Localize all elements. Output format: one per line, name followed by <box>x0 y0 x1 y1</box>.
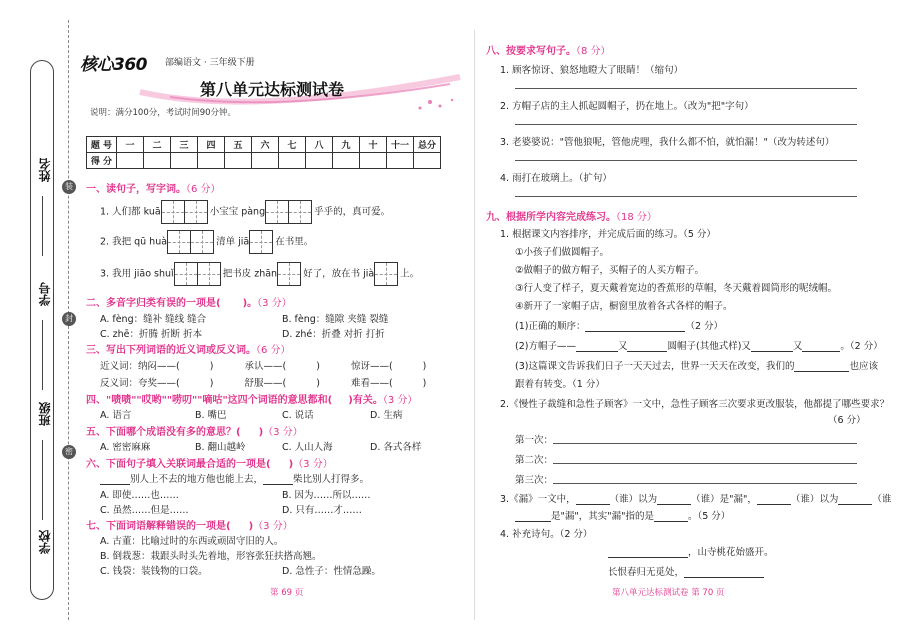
q-text: 柴比别人打得多。 <box>293 474 370 485</box>
sort-item: ②做帽子的做方帽子，买帽子的人买方帽子。 <box>515 265 705 276</box>
q-text: 长恨春归无觅处， <box>608 567 685 578</box>
answer-line[interactable] <box>515 160 857 161</box>
q1-1 <box>100 200 390 224</box>
fill-blank[interactable] <box>263 475 293 485</box>
option-b[interactable]: B. 因为……所以…… <box>282 490 371 501</box>
section-title-text: )有关。 <box>348 395 383 406</box>
q-text: ) <box>422 378 427 389</box>
score-cell: 七 <box>279 137 306 153</box>
score-cell: 二 <box>144 137 171 153</box>
option-a[interactable]: A. 古董：比喻过时的东西或顽固守旧的人。 <box>100 536 284 547</box>
score-cell: 三 <box>171 137 198 153</box>
q-text: 难看——( <box>350 378 393 389</box>
q8-3: 3. 老婆婆说："管他狼呢，管他虎哩，我什么都不怕，就怕漏！"（改为转述句） <box>500 137 835 148</box>
q-text: 别人上不去的地方他也能上去， <box>130 474 264 485</box>
q-text: 小宝宝 pàng <box>209 206 266 218</box>
fill-blank[interactable] <box>608 548 688 558</box>
score-input-cell[interactable] <box>252 153 279 169</box>
fill-blank[interactable] <box>515 512 551 522</box>
fill-blank[interactable] <box>802 342 840 352</box>
q-text: 1. 人们都 kuā <box>100 206 161 218</box>
q-text: ) <box>209 378 214 389</box>
score-value-row <box>87 153 441 169</box>
score-input-cell[interactable] <box>171 153 198 169</box>
seal-mark: 装 <box>62 180 76 194</box>
score-input-cell[interactable] <box>333 153 360 169</box>
fill-blank[interactable] <box>757 495 791 505</box>
option-b[interactable]: B. 倒栽葱：栽跟头时头先着地，形容张狂扶搭高翘。 <box>100 551 322 562</box>
score-cell: 得 分 <box>87 153 117 169</box>
q-text: 舒服——( <box>244 378 287 389</box>
fill-blank[interactable] <box>684 568 764 578</box>
points: （3 分） <box>293 459 333 470</box>
book-subtitle: 部编语文 · 三年级下册 <box>165 58 255 68</box>
points: （3 分） <box>253 521 293 532</box>
writing-box[interactable] <box>197 262 221 286</box>
fill-blank[interactable] <box>576 495 610 505</box>
section-1-title <box>86 180 221 195</box>
writing-box[interactable] <box>161 200 185 224</box>
q-text: 是"漏"，其实"漏"指的是 <box>551 511 654 522</box>
option-c[interactable]: C. 钱袋：装钱物的口袋。 <box>100 566 208 577</box>
score-cell: 十一 <box>387 137 414 153</box>
answer-line[interactable] <box>515 124 857 125</box>
q9-3 <box>500 491 891 505</box>
score-cell: 四 <box>198 137 225 153</box>
q9-1-3-cont: 跟着有转变。（1 分） <box>515 379 605 390</box>
q-text: 也应该 <box>849 361 878 372</box>
q-text: （2 分） <box>685 321 724 332</box>
option-a[interactable]: A. 即使……也…… <box>100 490 179 501</box>
score-input-cell[interactable] <box>117 153 144 169</box>
q-text: 上。 <box>400 268 420 280</box>
section-title-text: 四、"啧啧""哎哟""唠叨""嘀咕"这四个词语的意思都和( <box>86 395 333 406</box>
q-text: (3)这篇课文告诉我们日子一天天过去，世界一天天在改变，我们的 <box>515 361 795 372</box>
answer-line[interactable] <box>515 196 857 197</box>
writing-box[interactable] <box>265 200 289 224</box>
answer-line[interactable] <box>515 88 857 89</box>
score-cell: 八 <box>306 137 333 153</box>
fill-blank[interactable] <box>654 512 688 522</box>
q-text: 2. 我把 qū huà <box>100 236 168 248</box>
q-text: 。（2 分） <box>840 341 883 352</box>
score-input-cell[interactable] <box>198 153 225 169</box>
q-text: 又 <box>617 341 628 352</box>
section-title-text: 九、根据所学内容完成练习。 <box>486 212 616 223</box>
q-text: 惊讶——( <box>350 361 393 372</box>
section-9-title <box>486 208 657 223</box>
q-text: 又 <box>792 341 803 352</box>
synonym-row <box>100 358 426 372</box>
section-title-text: 五、下面哪个成语没有多的意思？( <box>86 427 241 438</box>
option-d[interactable]: D. 只有……才…… <box>282 505 362 516</box>
seal-mark: 封 <box>62 312 76 326</box>
poem-line-2 <box>608 564 764 578</box>
q-text: （谁）以为 <box>790 494 839 505</box>
score-table <box>86 136 441 169</box>
q-text: ) <box>209 361 214 372</box>
writing-box[interactable] <box>249 230 273 254</box>
q-text: (2)方帽子—— <box>515 341 576 352</box>
option-d[interactable]: D. 各式各样 <box>370 442 422 453</box>
q-text: ) <box>316 378 320 389</box>
option-a[interactable]: A. 语言 <box>100 410 132 421</box>
fill-blank[interactable] <box>751 342 793 352</box>
section-title-text: ) <box>288 459 294 470</box>
q-text: (1)正确的顺序： <box>515 321 586 332</box>
option-b[interactable]: B. 嘴巴 <box>195 410 227 421</box>
page-divider <box>474 30 475 620</box>
q9-3-cont <box>515 508 730 522</box>
option-d[interactable]: D. zhé：折叠 对折 打折 <box>282 329 385 340</box>
section-title-text: 一、读句子，写字词。 <box>86 184 186 195</box>
points: （3 分） <box>257 298 292 309</box>
answer-line[interactable] <box>553 463 857 464</box>
option-a[interactable]: A. 密密麻麻 <box>100 442 151 453</box>
score-cell: 六 <box>252 137 279 153</box>
name-line <box>42 196 43 256</box>
section-title-text: 二、多音字归类有误的一项是( <box>86 298 221 309</box>
q-text: 清单 jiā <box>216 236 250 248</box>
section-7-title <box>86 517 293 532</box>
score-header-row <box>87 137 441 153</box>
score-input-cell[interactable] <box>144 153 171 169</box>
option-d[interactable]: D. 急性子：性情急躁。 <box>282 566 381 577</box>
score-input-cell[interactable] <box>279 153 306 169</box>
q8-4: 4. 雨打在玻璃上。（扩句） <box>500 173 612 184</box>
brand-logo: 核心360 <box>80 55 147 75</box>
q-text: ，山寺桃花始盛开。 <box>688 547 774 558</box>
q1-2 <box>100 230 313 254</box>
third-label: 第三次： <box>515 475 554 486</box>
class-line <box>42 440 43 520</box>
score-input-cell[interactable] <box>306 153 333 169</box>
school-label: 学校 <box>38 530 52 554</box>
points: （8 分） <box>576 46 611 57</box>
fill-blank[interactable] <box>100 475 130 485</box>
first-label: 第一次： <box>515 435 554 446</box>
section-title-text: ) <box>248 521 254 532</box>
writing-box[interactable] <box>288 200 312 224</box>
q6-sentence <box>100 471 369 485</box>
section-2-title <box>86 294 292 309</box>
second-label: 第二次： <box>515 455 554 466</box>
score-cell: 九 <box>333 137 360 153</box>
points: （6 分） <box>186 184 221 195</box>
q9-1-2 <box>515 338 883 352</box>
q-text: 把书皮 zhān <box>222 268 278 280</box>
q-text: 。（5 分） <box>687 511 731 522</box>
sort-item: ①小孩子们做圆帽子。 <box>515 247 610 258</box>
q1-3 <box>100 262 419 286</box>
score-input-cell[interactable] <box>414 153 441 169</box>
q8-1: 1. 顾客惊讶、狼怒地瞪大了眼睛！（缩句） <box>500 65 684 76</box>
seal-mark: 密 <box>62 445 76 459</box>
writing-box[interactable] <box>374 262 398 286</box>
option-c[interactable]: C. zhē：折腾 折断 折本 <box>100 329 203 340</box>
q-text: 圆帽子(其他式样)又 <box>667 341 751 352</box>
section-8-title <box>486 42 611 57</box>
q-text: 承认——( <box>244 361 287 372</box>
q9-2: 2.《慢性子裁缝和急性子顾客》一文中，急性子顾客三次要求更改服装，他都提了哪些要求？ <box>500 399 890 410</box>
score-cell: 五 <box>225 137 252 153</box>
antonym-row <box>100 375 426 389</box>
name-label: 姓名 <box>38 158 52 182</box>
writing-box[interactable] <box>277 262 301 286</box>
fill-blank[interactable] <box>794 362 849 372</box>
q-text: （谁）以为 <box>609 494 658 505</box>
writing-box[interactable] <box>184 200 208 224</box>
section-title-text: )。 <box>242 298 258 309</box>
instructions: 说明：满分100分，考试时间90分钟。 <box>90 108 237 118</box>
section-title-text: 八、按要求写句子。 <box>486 46 576 57</box>
points: （6 分） <box>256 345 291 356</box>
q-text: （谁 <box>872 494 892 505</box>
section-6-title <box>86 455 333 470</box>
section-3-title <box>86 341 291 356</box>
q9-1-3 <box>515 358 878 372</box>
option-b[interactable]: B. 翻山越岭 <box>195 442 246 453</box>
answer-line[interactable] <box>553 443 857 444</box>
score-cell: 一 <box>117 137 144 153</box>
points: （6 分） <box>828 415 866 426</box>
points: （3 分） <box>382 395 418 406</box>
q-text: ) <box>422 361 427 372</box>
score-input-cell[interactable] <box>387 153 414 169</box>
q9-1-1 <box>515 318 723 332</box>
section-5-title <box>86 423 303 438</box>
id-label: 学号 <box>38 282 52 306</box>
option-b[interactable]: B. fèng：缝隙 夹缝 裂缝 <box>282 314 389 325</box>
score-input-cell[interactable] <box>225 153 252 169</box>
option-a[interactable]: A. fèng：缝补 缝线 缝合 <box>100 314 207 325</box>
fill-blank[interactable] <box>657 495 691 505</box>
page-number-left: 第 69 页 <box>270 588 304 598</box>
q-text: 近义词：纳闷——( <box>100 361 180 372</box>
page-title: 第八单元达标测试卷 <box>200 80 345 99</box>
points: （18 分） <box>616 212 657 223</box>
writing-box[interactable] <box>167 230 191 254</box>
option-d[interactable]: D. 生病 <box>370 410 403 421</box>
writing-box[interactable] <box>190 230 214 254</box>
q-text: ) <box>316 361 320 372</box>
section-title-text: ) <box>258 427 264 438</box>
q-text: （谁）是"漏"， <box>691 494 757 505</box>
q9-4: 4. 补充诗句。（2 分） <box>500 529 593 540</box>
fill-blank[interactable] <box>627 342 667 352</box>
q-text: 反义词：夸奖——( <box>100 378 180 389</box>
option-c[interactable]: C. 人山人海 <box>282 442 333 453</box>
poem-line-1 <box>608 544 774 558</box>
score-cell: 题 号 <box>87 137 117 153</box>
answer-line[interactable] <box>553 483 857 484</box>
points: （3 分） <box>263 427 303 438</box>
score-cell: 总分 <box>414 137 441 153</box>
page-number-right: 第八单元达标测试卷 第 70 页 <box>612 588 725 598</box>
id-line <box>42 320 43 390</box>
option-c[interactable]: C. 虽然……但是…… <box>100 505 189 516</box>
section-title-text: 六、下面句子填入关联词最合适的一项是( <box>86 459 271 470</box>
fill-blank[interactable] <box>585 322 685 332</box>
q-text: 在书里。 <box>275 236 314 248</box>
q-text: 好了，放在书 jià <box>303 268 375 280</box>
q-text: 乎乎的，真可爱。 <box>314 206 391 218</box>
sort-item: ③行人变了样子，夏天戴着宽边的香蕉形的草帽，冬天戴着圆筒形的呢绒帽。 <box>515 283 838 294</box>
q8-2: 2. 方帽子店的主人抓起圆帽子，扔在地上。（改为"把"字句） <box>500 101 754 112</box>
class-label: 班级 <box>38 402 52 426</box>
q-text: 3. 我用 jiāo shuǐ <box>100 268 174 280</box>
writing-box[interactable] <box>174 262 198 286</box>
section-4-title <box>86 391 417 406</box>
fill-blank[interactable] <box>576 342 618 352</box>
score-cell: 十 <box>360 137 387 153</box>
sort-item: ④新开了一家帽子店，橱窗里放着各式各样的帽子。 <box>515 301 733 312</box>
section-title-text: 三、写出下列词语的近义词或反义词。 <box>86 345 256 356</box>
section-title-text: 七、下面词语解释错误的一项是( <box>86 521 231 532</box>
q-text: 3.《漏》一文中， <box>500 494 576 505</box>
score-input-cell[interactable] <box>360 153 387 169</box>
fill-blank[interactable] <box>838 495 872 505</box>
option-c[interactable]: C. 说话 <box>282 410 314 421</box>
q9-1: 1. 根据课文内容排序，并完成后面的练习。（5 分） <box>500 229 716 240</box>
